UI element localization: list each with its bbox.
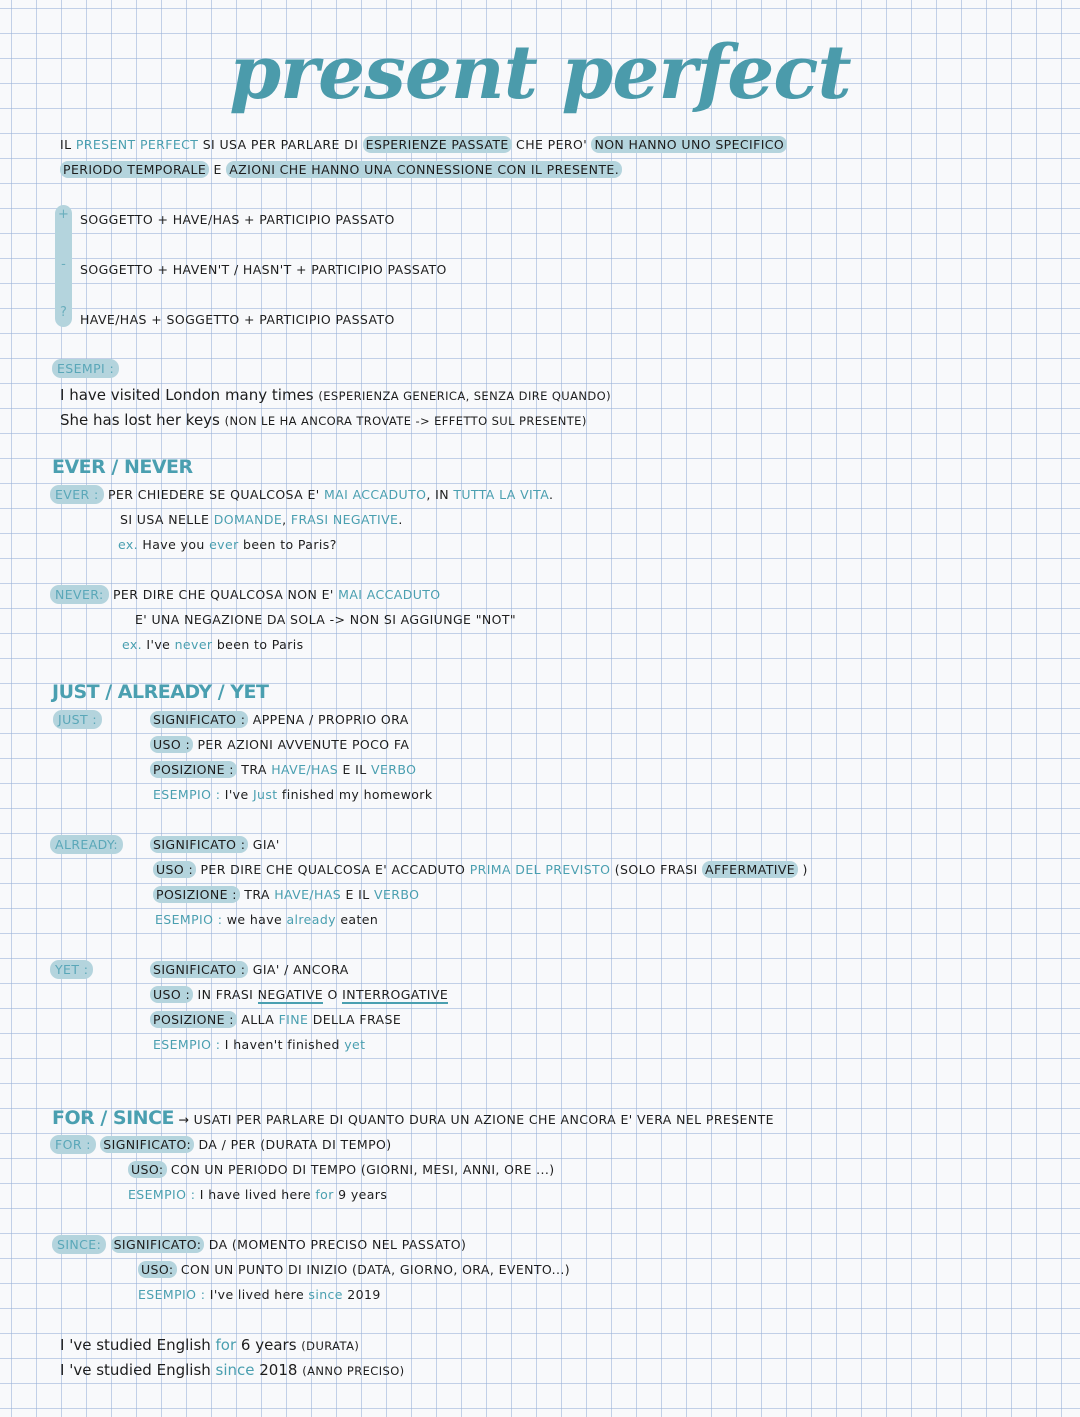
text-segment: PRIMA DEL PREVISTO	[469, 862, 611, 877]
text-segment: I've	[142, 637, 175, 652]
text-segment: ESEMPIO :	[153, 787, 221, 802]
text-segment: ESEMPIO :	[153, 1037, 221, 1052]
text-segment: 6 years	[236, 1336, 302, 1354]
note-line-since1	[52, 1236, 466, 1254]
note-line-yet3	[150, 1011, 401, 1029]
text-segment: She has lost her keys	[60, 411, 225, 429]
text-segment: for	[315, 1187, 334, 1202]
text-segment: VERBO	[371, 762, 417, 777]
note-line-never2	[135, 611, 516, 629]
note-line-esempi-label	[52, 360, 119, 378]
note-line-yet1	[150, 961, 349, 979]
text-segment: SOGGETTO + HAVE/HAS + PARTICIPIO PASSATO	[80, 212, 395, 227]
note-line-intro2	[60, 161, 622, 179]
text-segment: HAVE/HAS	[274, 887, 342, 902]
text-segment: ESEMPIO :	[128, 1187, 196, 1202]
text-segment: I haven't finished	[220, 1037, 345, 1052]
text-segment: I've	[220, 787, 253, 802]
text-segment: CON UN PUNTO DI INIZIO (DATA, GIORNO, ORA, EVENTO...)	[176, 1262, 571, 1277]
note-line-already-label	[50, 836, 123, 854]
text-segment: → USATI PER PARLARE DI QUANTO DURA UN AZIONE CHE ANCORA E' VERA NEL PRESENTE	[174, 1112, 774, 1127]
note-line-already2	[153, 861, 808, 879]
text-segment: Just	[252, 787, 278, 802]
text-segment: PER CHIEDERE SE QUALCOSA E'	[103, 487, 324, 502]
text-segment: E IL	[338, 762, 372, 777]
text-segment: PRESENT PERFECT	[75, 137, 199, 152]
text-segment: HAVE/HAS + SOGGETTO + PARTICIPIO PASSATO	[80, 312, 395, 327]
text-segment: E	[209, 162, 227, 177]
label-pill: SINCE:	[52, 1235, 106, 1254]
text-segment: 2019	[342, 1287, 381, 1302]
section-heading: FOR / SINCE	[52, 1107, 175, 1129]
note-line-since2	[138, 1261, 570, 1279]
text-segment: ESEMPIO :	[138, 1287, 206, 1302]
text-segment: USO:	[138, 1261, 177, 1278]
note-line-for3	[128, 1186, 387, 1204]
text-segment: finished my homework	[277, 787, 433, 802]
question-icon: ?	[60, 305, 67, 320]
text-segment: POSIZIONE :	[150, 761, 237, 778]
section-heading: EVER / NEVER	[52, 456, 193, 478]
note-line-final2	[60, 1361, 405, 1380]
text-segment: been to Paris	[212, 637, 304, 652]
text-segment: SIGNIFICATO :	[150, 711, 248, 728]
note-line-just1	[150, 711, 409, 729]
text-segment: ,	[282, 512, 291, 527]
text-segment: USO:	[128, 1161, 167, 1178]
text-segment: eaten	[335, 912, 379, 927]
text-segment: ex.	[118, 537, 139, 552]
plus-icon: +	[58, 207, 69, 222]
text-segment: GIA'	[248, 837, 280, 852]
label-pill: EVER :	[50, 485, 104, 504]
label-pill: FOR :	[50, 1135, 96, 1154]
text-segment: USO :	[153, 861, 196, 878]
text-segment: I have visited London many times	[60, 386, 319, 404]
text-segment: ESEMPIO :	[155, 912, 223, 927]
text-segment: PER AZIONI AVVENUTE POCO FA	[193, 737, 410, 752]
text-segment: yet	[344, 1037, 366, 1052]
text-segment: (SOLO FRASI	[610, 862, 703, 877]
text-segment: PERIODO TEMPORALE	[60, 161, 209, 178]
text-segment: )	[798, 862, 808, 877]
text-segment: APPENA / PROPRIO ORA	[248, 712, 409, 727]
text-segment: since	[215, 1361, 255, 1379]
text-segment: for	[215, 1336, 237, 1354]
text-segment: 9 years	[333, 1187, 388, 1202]
label-pill: JUST :	[53, 710, 102, 729]
text-segment: I have lived here	[195, 1187, 316, 1202]
text-segment: DELLA FRASE	[308, 1012, 402, 1027]
text-segment: IL	[60, 137, 76, 152]
text-segment: ALLA	[236, 1012, 279, 1027]
note-line-formula-pos	[80, 211, 395, 229]
text-segment: DA / PER (DURATA DI TEMPO)	[194, 1137, 392, 1152]
note-line-yet-label	[50, 961, 93, 979]
text-segment: I've lived here	[205, 1287, 309, 1302]
text-segment: I 've studied English	[60, 1336, 216, 1354]
label-pill: ESEMPI :	[52, 359, 119, 378]
note-line-ex2	[60, 411, 587, 430]
text-segment: .	[398, 512, 403, 527]
label-pill: ALREADY:	[50, 835, 123, 854]
text-segment: , IN	[426, 487, 454, 502]
text-segment: SOGGETTO + HAVEN'T / HASN'T + PARTICIPIO PASSATO	[80, 262, 447, 277]
note-line-ever1	[50, 486, 553, 504]
text-segment: SI USA PER PARLARE DI	[198, 137, 363, 152]
text-segment: ESPERIENZE PASSATE	[363, 136, 512, 153]
text-segment: we have	[222, 912, 287, 927]
text-segment: NEGATIVE	[257, 987, 324, 1002]
note-line-already4	[155, 911, 378, 929]
text-segment: VERBO	[374, 887, 420, 902]
note-line-intro1	[60, 136, 787, 154]
label-pill: YET :	[50, 960, 93, 979]
note-line-never3	[122, 636, 304, 654]
text-segment: E' UNA NEGAZIONE DA SOLA -> NON SI AGGIUNGE "NOT"	[135, 612, 517, 627]
note-line-never1	[50, 586, 441, 604]
note-line-yet2	[150, 986, 448, 1004]
text-segment: SIGNIFICATO :	[150, 836, 248, 853]
label-pill: NEVER:	[50, 585, 109, 604]
text-segment: (NON LE HA ANCORA TROVATE -> EFFETTO SUL PRESENTE)	[224, 414, 587, 428]
text-segment: CON UN PERIODO DI TEMPO (GIORNI, MESI, ANNI, ORE ...)	[166, 1162, 555, 1177]
text-segment: ex.	[122, 637, 143, 652]
page-title: present perfect	[229, 30, 851, 116]
note-line-h-ever	[52, 458, 193, 478]
section-heading: JUST / ALREADY / YET	[52, 681, 269, 703]
text-segment: HAVE/HAS	[271, 762, 339, 777]
note-line-for1	[50, 1136, 392, 1154]
note-line-h-for	[52, 1109, 774, 1129]
text-segment: MAI ACCADUTO	[323, 487, 427, 502]
text-segment: SI USA NELLE	[120, 512, 214, 527]
text-segment: USO :	[150, 736, 193, 753]
text-segment: FINE	[278, 1012, 309, 1027]
note-line-yet4	[153, 1036, 365, 1054]
text-segment: POSIZIONE :	[150, 1011, 237, 1028]
note-line-since3	[138, 1286, 381, 1304]
text-segment: SIGNIFICATO:	[111, 1236, 205, 1253]
text-segment: AFFERMATIVE	[702, 861, 798, 878]
text-segment: GIA' / ANCORA	[248, 962, 349, 977]
text-segment: I 've studied English	[60, 1361, 216, 1379]
text-segment: TRA	[236, 762, 272, 777]
text-segment: NON HANNO UNO SPECIFICO	[591, 136, 787, 153]
text-segment: O	[323, 987, 343, 1002]
note-line-just4	[153, 786, 432, 804]
text-segment: POSIZIONE :	[153, 886, 240, 903]
note-line-formula-q	[80, 311, 395, 329]
text-segment: MAI ACCADUTO	[338, 587, 441, 602]
text-segment: SIGNIFICATO :	[150, 961, 248, 978]
note-line-just-label	[53, 711, 102, 729]
text-segment: already	[286, 912, 336, 927]
note-line-ever3	[118, 536, 337, 554]
text-segment: PER DIRE CHE QUALCOSA NON E'	[108, 587, 339, 602]
text-segment: .	[548, 487, 554, 502]
text-segment: PER DIRE CHE QUALCOSA E' ACCADUTO	[196, 862, 470, 877]
text-segment: since	[308, 1287, 343, 1302]
note-line-just3	[150, 761, 416, 779]
text-segment: USO :	[150, 986, 193, 1003]
note-line-just2	[150, 736, 409, 754]
text-segment: Have you	[138, 537, 210, 552]
note-line-final1	[60, 1336, 359, 1355]
text-segment: E IL	[341, 887, 375, 902]
text-segment: (DURATA)	[301, 1339, 360, 1353]
text-segment: never	[174, 637, 213, 652]
note-line-h-just	[52, 683, 268, 703]
note-line-for2	[128, 1161, 555, 1179]
text-segment	[106, 1237, 110, 1252]
text-segment: TRA	[239, 887, 275, 902]
text-segment: been to Paris?	[238, 537, 337, 552]
text-segment: 2018	[254, 1361, 303, 1379]
text-segment: DA (MOMENTO PRECISO NEL PASSATO)	[204, 1237, 467, 1252]
text-segment: ever	[209, 537, 239, 552]
minus-icon: -	[61, 257, 66, 272]
text-segment: IN FRASI	[193, 987, 258, 1002]
note-line-already3	[153, 886, 419, 904]
text-segment: (ESPERIENZA GENERICA, SENZA DIRE QUANDO)	[318, 389, 611, 403]
text-segment: (ANNO PRECISO)	[302, 1364, 405, 1378]
note-line-already1	[150, 836, 280, 854]
text-segment: CHE PERO'	[511, 137, 592, 152]
text-segment: AZIONI CHE HANNO UNA CONNESSIONE CON IL PRESENTE.	[226, 161, 622, 178]
text-segment: SIGNIFICATO:	[100, 1136, 194, 1153]
text-segment: DOMANDE	[213, 512, 283, 527]
note-line-ex1	[60, 386, 611, 405]
text-segment: INTERROGATIVE	[342, 987, 449, 1002]
text-segment: TUTTA LA VITA	[453, 487, 549, 502]
text-segment: FRASI NEGATIVE	[290, 512, 399, 527]
note-line-ever2	[120, 511, 403, 529]
note-line-formula-neg	[80, 261, 447, 279]
